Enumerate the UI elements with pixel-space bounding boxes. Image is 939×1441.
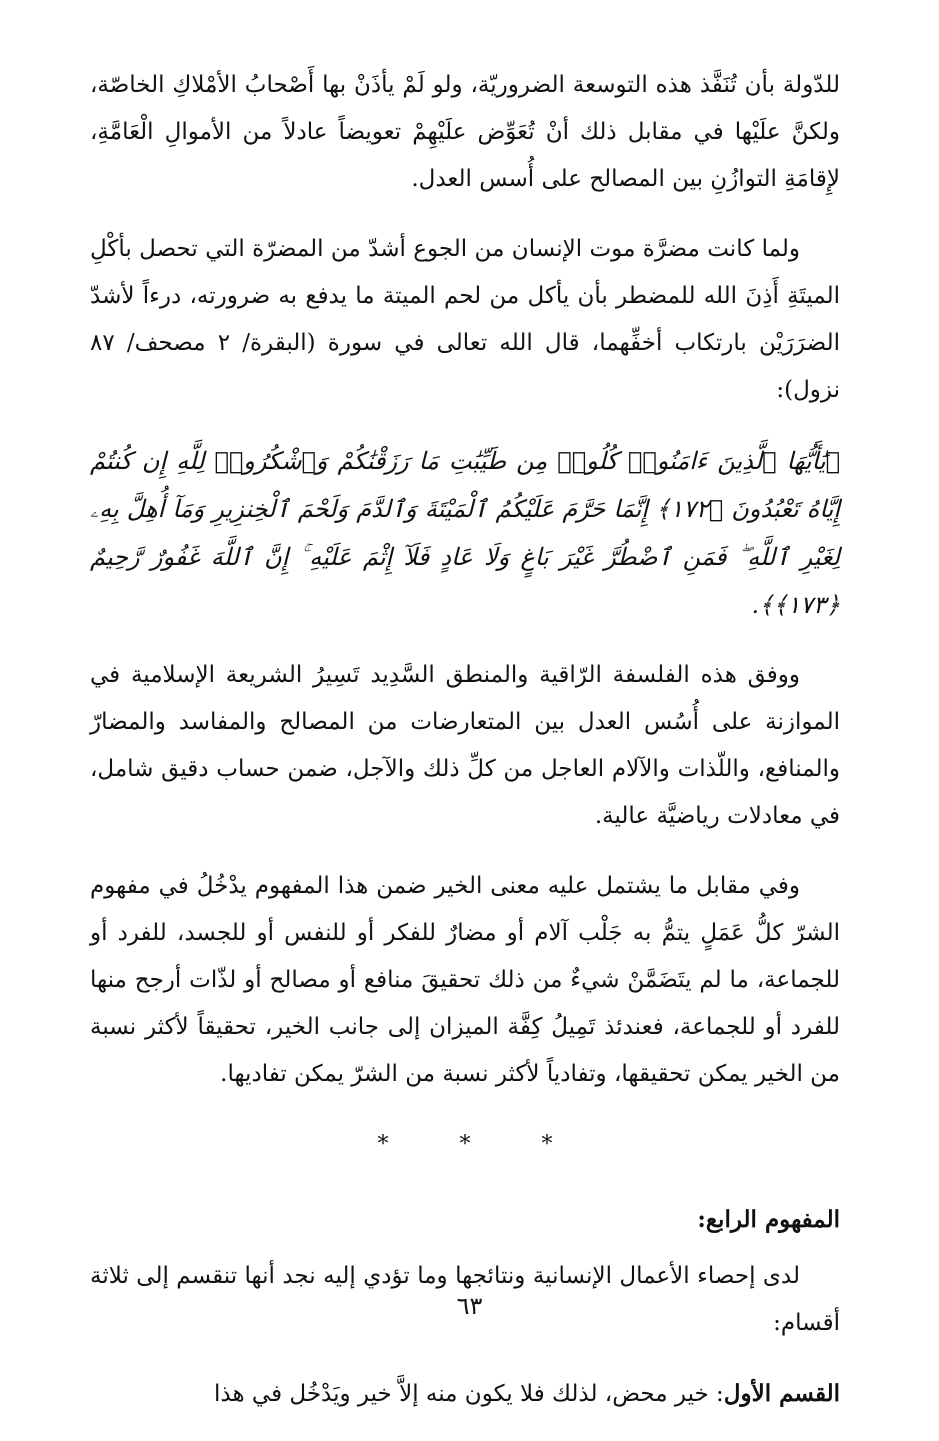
paragraph-1: للدّولة بأن تُنَفَّذ هذه التوسعة الضروريّة، ولو لَمْ يأذَنْ بها أَصْحابُ الأمْلاكِ الخاصّة، ولكنَّ علَيْها في مقابل ذلك أنْ تُعَوِّض علَيْهِمْ تعويضاً عادلاً من الأموالِ الْعَامَّةِ، لإِقامَةِ التوازُنِ بين المصالح على أُسس العدل.: [90, 72, 840, 192]
paragraph-6-text: : خير محض، لذلك فلا يكون منه إلاَّ خير ويَدْخُل في هذا: [214, 1381, 724, 1407]
paragraph-2: ولما كانت مضرَّة موت الإنسان من الجوع أشدّ من المضرّة التي تحصل بأكْلِ الميتَةِ أَذِنَ الله للمضطر بأن يأكل من لحم الميتة ما يدفع به ضرورته، درءاً لأشدّ الضرَرَيْن بارتكاب أخفِّهما، قال الله تعالى في سورة (البقرة/ ٢ مصحف/ ٨٧ نزول):: [90, 236, 840, 403]
paragraph-6: [90, 1370, 840, 1418]
quran-verse: ﴿يَٰأَيُّهَا ٱلَّذِينَ ءَامَنُوا۟ كُلُوا۟ مِن طَيِّبَٰتِ مَا رَزَقْنَٰكُمْ وَٱشْكُرُوا۟ لِلَّهِ إِن كُنتُمْ إِيَّاهُ تَعْبُدُونَ ﴿١٧٢﴾ إِنَّمَا حَرَّمَ عَلَيْكُمُ ٱلْمَيْتَةَ وَٱلدَّمَ وَلَحْمَ ٱلْخِنزِيرِ وَمَآ أُهِلَّ بِهِۦ لِغَيْرِ ٱللَّهِ ۖ فَمَنِ ٱضْطُرَّ غَيْرَ بَاغٍ وَلَا عَادٍ فَلَآ إِثْمَ عَلَيْهِ ۚ إِنَّ ٱللَّهَ غَفُورٌ رَّحِيمٌ ﴿١٧٣﴾﴾.: [90, 447, 840, 619]
page-body: [90, 62, 840, 1441]
paragraph-3: ووفق هذه الفلسفة الرّاقية والمنطق السَّدِيد تَسِيرُ الشريعة الإسلامية في الموازنة على أُسُس العدل بين المتعارضات من المصالح والمفاسد والمضارّ والمنافع، واللّذات والآلام العاجل من كلِّ ذلك والآجل، ضمن حساب دقيق شامل، في معادلات رياضيَّة عالية.: [90, 662, 840, 829]
paragraph-4: وفي مقابل ما يشتمل عليه معنى الخير ضمن هذا المفهوم يدْخُلُ في مفهوم الشرّ كلُّ عَمَلٍ يتمُّ به جَلْب آلام أو مضارٌ للفكر أو للنفس أو للجسد، للفرد أو للجماعة، ما لم يتَضَمَّنْ شيءٌ من ذلك تحقيقَ منافع أو مصالح أو لذّات أرجح منها للفرد أو للجماعة، فعندئذ تَمِيلُ كِفَّة الميزان إلى جانب الخير، تحقيقاً لأكثر نسبة من الخير يمكن تحقيقها، وتفادياً لأكثر نسبة من الشرّ يمكن تفاديها.: [90, 873, 840, 1087]
section-heading: المفهوم الرابع:: [697, 1206, 840, 1233]
page-number: ٦٣: [456, 1292, 483, 1320]
paragraph-5: لدى إحصاء الأعمال الإنسانية ونتائجها وما تؤدي إليه نجد أنها تنقسم إلى ثلاثة أقسام:: [90, 1263, 840, 1336]
section-label: القسم الأول: [723, 1380, 840, 1407]
section-separator: * * *: [377, 1132, 585, 1157]
